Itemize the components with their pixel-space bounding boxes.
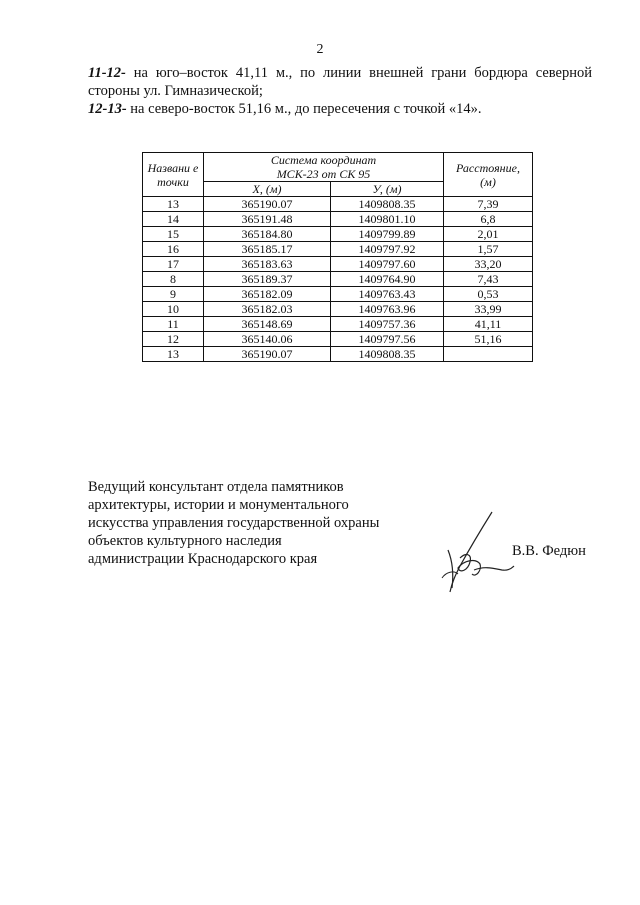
- cell-point: 10: [143, 302, 204, 317]
- cell-distance: 33,99: [444, 302, 533, 317]
- header-system-line2: МСК-23 от СК 95: [276, 167, 371, 181]
- cell-distance: 7,43: [444, 272, 533, 287]
- paragraph-text: на северо-восток 51,16 м., до пересечения с точкой «14».: [126, 101, 482, 117]
- cell-distance: 6,8: [444, 212, 533, 227]
- cell-y: 1409808.35: [331, 347, 444, 362]
- cell-y: 1409799.89: [331, 227, 444, 242]
- cell-distance: 51,16: [444, 332, 533, 347]
- cell-y: 1409801.10: [331, 212, 444, 227]
- cell-x: 365185.17: [204, 242, 331, 257]
- header-system-line1: Система координат: [270, 153, 377, 167]
- cell-y: 1409764.90: [331, 272, 444, 287]
- paragraph-text: на юго–восток 41,11 м., по линии внешней грани бордюра северной стороны ул. Гимназической;: [88, 65, 592, 99]
- cell-point: 8: [143, 272, 204, 287]
- header-point-name: Названи е точки: [143, 153, 204, 197]
- cell-point: 15: [143, 227, 204, 242]
- header-distance: Расстояние, (м): [444, 153, 533, 197]
- table-row: [143, 257, 533, 272]
- segment-id: 11-12-: [88, 65, 126, 81]
- cell-y: 1409797.56: [331, 332, 444, 347]
- table-row: [143, 212, 533, 227]
- cell-x: 365140.06: [204, 332, 331, 347]
- signatory-title: [88, 478, 408, 568]
- header-x: Х, (м): [204, 182, 331, 197]
- table-body: [143, 197, 533, 362]
- table-row: [143, 317, 533, 332]
- cell-distance: [444, 347, 533, 362]
- cell-point: 11: [143, 317, 204, 332]
- cell-x: 365189.37: [204, 272, 331, 287]
- table-row: [143, 272, 533, 287]
- signatory-line: администрации Краснодарского края: [88, 551, 318, 567]
- signer-name: В.В. Федюн: [512, 543, 586, 559]
- header-coordinate-system: [204, 153, 444, 182]
- signatory-line: искусства управления государственной охраны: [88, 515, 380, 531]
- cell-point: 13: [143, 197, 204, 212]
- cell-y: 1409808.35: [331, 197, 444, 212]
- table-row: [143, 347, 533, 362]
- cell-x: 365148.69: [204, 317, 331, 332]
- cell-point: 17: [143, 257, 204, 272]
- cell-y: 1409797.60: [331, 257, 444, 272]
- handwritten-signature: [430, 508, 520, 598]
- header-y: У, (м): [331, 182, 444, 197]
- cell-x: 365183.63: [204, 257, 331, 272]
- coordinates-table: [142, 152, 533, 362]
- cell-x: 365190.07: [204, 347, 331, 362]
- cell-point: 13: [143, 347, 204, 362]
- cell-distance: 7,39: [444, 197, 533, 212]
- page-number: 2: [316, 42, 324, 57]
- paragraph-11-12: [88, 64, 592, 100]
- cell-y: 1409763.43: [331, 287, 444, 302]
- cell-y: 1409797.92: [331, 242, 444, 257]
- segment-id: 12-13-: [88, 101, 127, 117]
- cell-distance: 41,11: [444, 317, 533, 332]
- cell-y: 1409757.36: [331, 317, 444, 332]
- cell-point: 12: [143, 332, 204, 347]
- cell-x: 365191.48: [204, 212, 331, 227]
- cell-point: 14: [143, 212, 204, 227]
- paragraph-12-13: [88, 100, 592, 118]
- signatory-line: архитектуры, истории и монументального: [88, 497, 349, 513]
- cell-distance: 33,20: [444, 257, 533, 272]
- cell-distance: 2,01: [444, 227, 533, 242]
- signatory-line: объектов культурного наследия: [88, 533, 282, 549]
- table-row: [143, 227, 533, 242]
- table-row: [143, 287, 533, 302]
- table-row: [143, 332, 533, 347]
- signatory-line: Ведущий консультант отдела памятников: [88, 479, 344, 495]
- cell-x: 365182.03: [204, 302, 331, 317]
- table-row: [143, 302, 533, 317]
- cell-distance: 1,57: [444, 242, 533, 257]
- cell-x: 365184.80: [204, 227, 331, 242]
- cell-x: 365182.09: [204, 287, 331, 302]
- table-row: [143, 197, 533, 212]
- table-row: [143, 242, 533, 257]
- cell-y: 1409763.96: [331, 302, 444, 317]
- cell-distance: 0,53: [444, 287, 533, 302]
- cell-point: 9: [143, 287, 204, 302]
- cell-x: 365190.07: [204, 197, 331, 212]
- cell-point: 16: [143, 242, 204, 257]
